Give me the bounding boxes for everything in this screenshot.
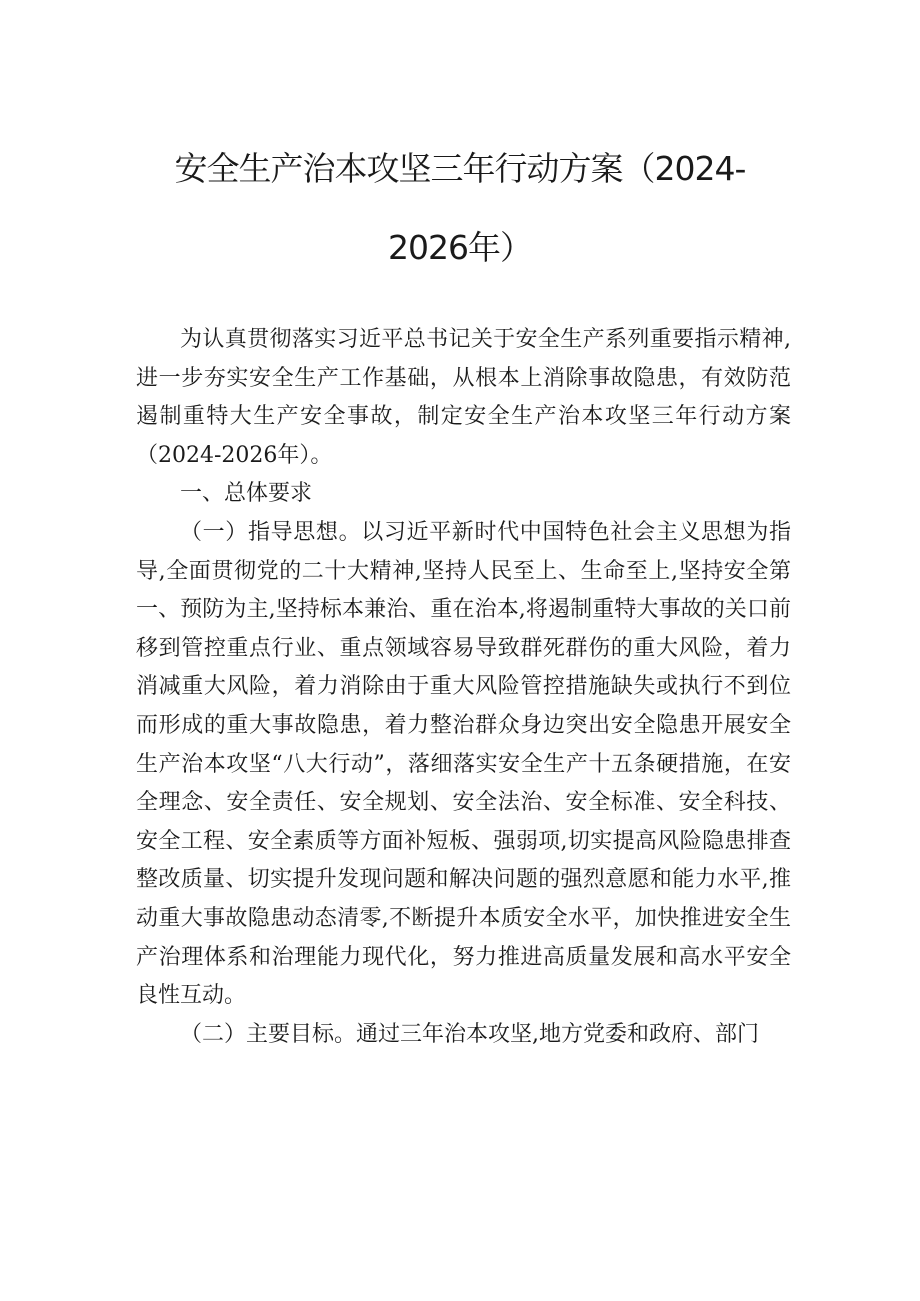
- document-body: [136, 321, 791, 1054]
- guiding-ideology-text: 以习近平新时代中国特色社会主义思想为指导,全面贯彻党的二十大精神,坚持人民至上、生命至上,坚持安全第一、预防为主,坚持标本兼治、重在治本,将遏制重特大事故的关口前移到管控重点行业、重点领域容易导致群死群伤的重大风险，着力消减重大风险，着力消除由于重大风险管控措施缺失或执行不到位而形成的重大事故隐患，着力整治群众身边突出安全隐患开展安全生产治本攻坚“八大行动”，落细落实安全生产十五条硬措施，在安全理念、安全责任、安全规划、安全法治、安全标准、安全科技、安全工程、安全素质等方面补短板、强弱项,切实提高风险隐患排查整改质量、切实提升发现问题和解决问题的强烈意愿和能力水平,推动重大事故隐患动态清零,不断提升本质安全水平，加快推进安全生产治理体系和治理能力现代化，努力推进高质量发展和高水平安全良性互动。: [136, 519, 791, 1009]
- intro-paragraph: 为认真贯彻落实习近平总书记关于安全生产系列重要指示精神,进一步夯实安全生产工作基础，从根本上消除事故隐患，有效防范遏制重特大生产安全事故，制定安全生产治本攻坚三年行动方案（2024-2026年）。: [136, 327, 791, 468]
- document-title-line-2: 2026年）: [388, 228, 532, 267]
- sub-heading-guiding-ideology: （一）指导思想。: [180, 519, 362, 545]
- sub-heading-main-goals: （二）主要目标。: [180, 1021, 357, 1047]
- paragraph-guiding-ideology: [136, 514, 791, 1016]
- paragraph-main-goals: [136, 1016, 791, 1055]
- main-goals-text: 通过三年治本攻坚,地方党委和政府、部门: [356, 1021, 760, 1047]
- section-heading-general-requirements: 一、总体要求: [180, 481, 313, 507]
- document-title-line-1: 安全生产治本攻坚三年行动方案（2024-: [174, 149, 746, 188]
